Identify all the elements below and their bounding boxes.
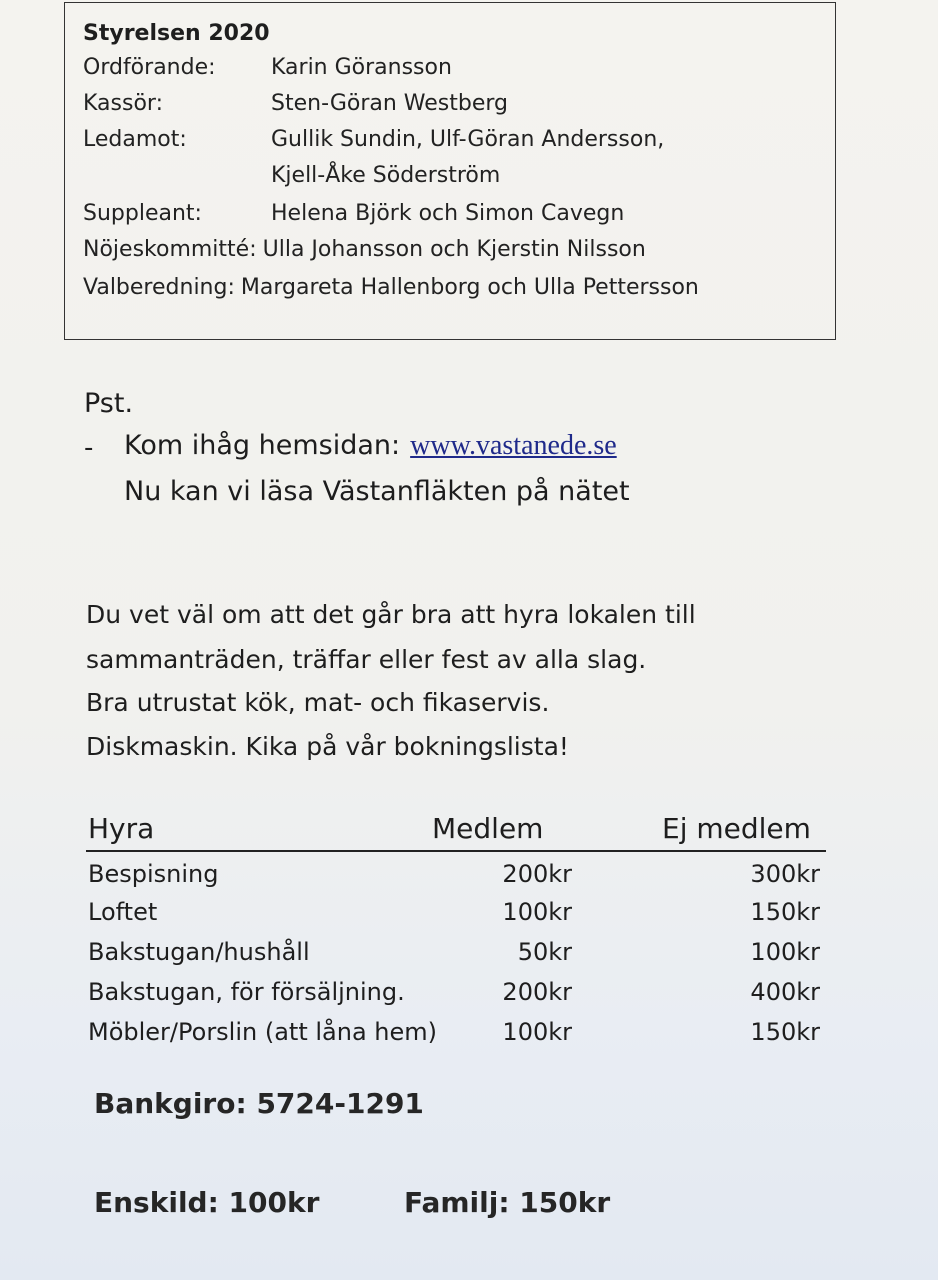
price-member: 100kr [502,1018,572,1046]
board-row-label: Nöjeskommitté: [83,237,257,262]
membership-single-label: Enskild: [94,1186,219,1219]
board-row-label: Valberedning: [83,275,235,300]
price-header-item: Hyra [88,812,155,845]
board-row-label: Suppleant: [83,201,202,226]
price-row [88,860,828,894]
price-header-non-member: Ej medlem [662,812,811,845]
homepage-note: Nu kan vi läsa Västanfläkten på nätet [124,476,630,507]
board-row-value: Kjell-Åke Söderström [271,163,501,188]
homepage-label: Kom ihåg hemsidan: [124,430,401,461]
price-item: Bakstugan/hushåll [88,938,310,966]
board-row-members-cont [83,163,500,188]
price-non-member: 400kr [750,978,820,1006]
board-row-value: Helena Björk och Simon Cavegn [271,201,625,226]
price-item: Bakstugan, för försäljning. [88,978,405,1006]
board-row-deputy [83,201,624,226]
board-row-value: Karin Göransson [271,55,452,80]
membership-family-price: 150kr [519,1186,611,1219]
board-box [64,2,836,340]
bankgiro-number: 5724-1291 [256,1087,424,1120]
pst-heading: Pst. [84,388,134,419]
price-item: Möbler/Porslin (att låna hem) [88,1018,438,1046]
homepage-line [124,430,617,462]
board-row-chair [83,55,452,80]
price-item: Loftet [88,898,158,926]
membership-family-label: Familj: [404,1186,510,1219]
price-non-member: 150kr [750,1018,820,1046]
membership-single [94,1186,319,1219]
rental-text-line: Bra utrustat kök, mat- och fikaservis. [86,688,550,717]
membership-single-price: 100kr [228,1186,320,1219]
homepage-link[interactable]: www.vastanede.se [410,430,617,461]
board-row-entertainment [83,237,646,262]
membership-family [404,1186,610,1219]
board-title: Styrelsen 2020 [83,21,270,46]
bankgiro-label: Bankgiro: [94,1087,247,1120]
price-row [88,978,828,1012]
price-non-member: 150kr [750,898,820,926]
price-row [88,898,828,932]
rental-text-line: sammanträden, träffar eller fest av alla slag. [86,645,647,674]
board-row-label: Kassör: [83,91,163,116]
price-member: 100kr [502,898,572,926]
board-row-label: Ledamot: [83,127,187,152]
board-row-nomination [83,275,699,300]
price-member: 200kr [502,978,572,1006]
price-non-member: 100kr [750,938,820,966]
price-member: 50kr [517,938,572,966]
board-row-treasurer [83,91,508,116]
board-row-value: Sten-Göran Westberg [271,91,508,116]
price-row [88,1018,828,1052]
board-row-value: Ulla Johansson och Kjerstin Nilsson [262,237,646,262]
bankgiro [94,1087,424,1120]
board-row-label: Ordförande: [83,55,216,80]
price-header-rule [86,850,826,852]
list-dash: - [84,433,94,463]
price-non-member: 300kr [750,860,820,888]
price-member: 200kr [502,860,572,888]
price-header-member: Medlem [432,812,544,845]
price-item: Bespisning [88,860,219,888]
rental-text-line: Diskmaskin. Kika på vår bokningslista! [86,732,569,761]
price-row [88,938,828,972]
board-row-members [83,127,664,152]
rental-text-line: Du vet väl om att det går bra att hyra lokalen till [86,600,696,629]
board-row-value: Gullik Sundin, Ulf-Göran Andersson, [271,127,665,152]
board-row-value: Margareta Hallenborg och Ulla Pettersson [240,275,699,300]
